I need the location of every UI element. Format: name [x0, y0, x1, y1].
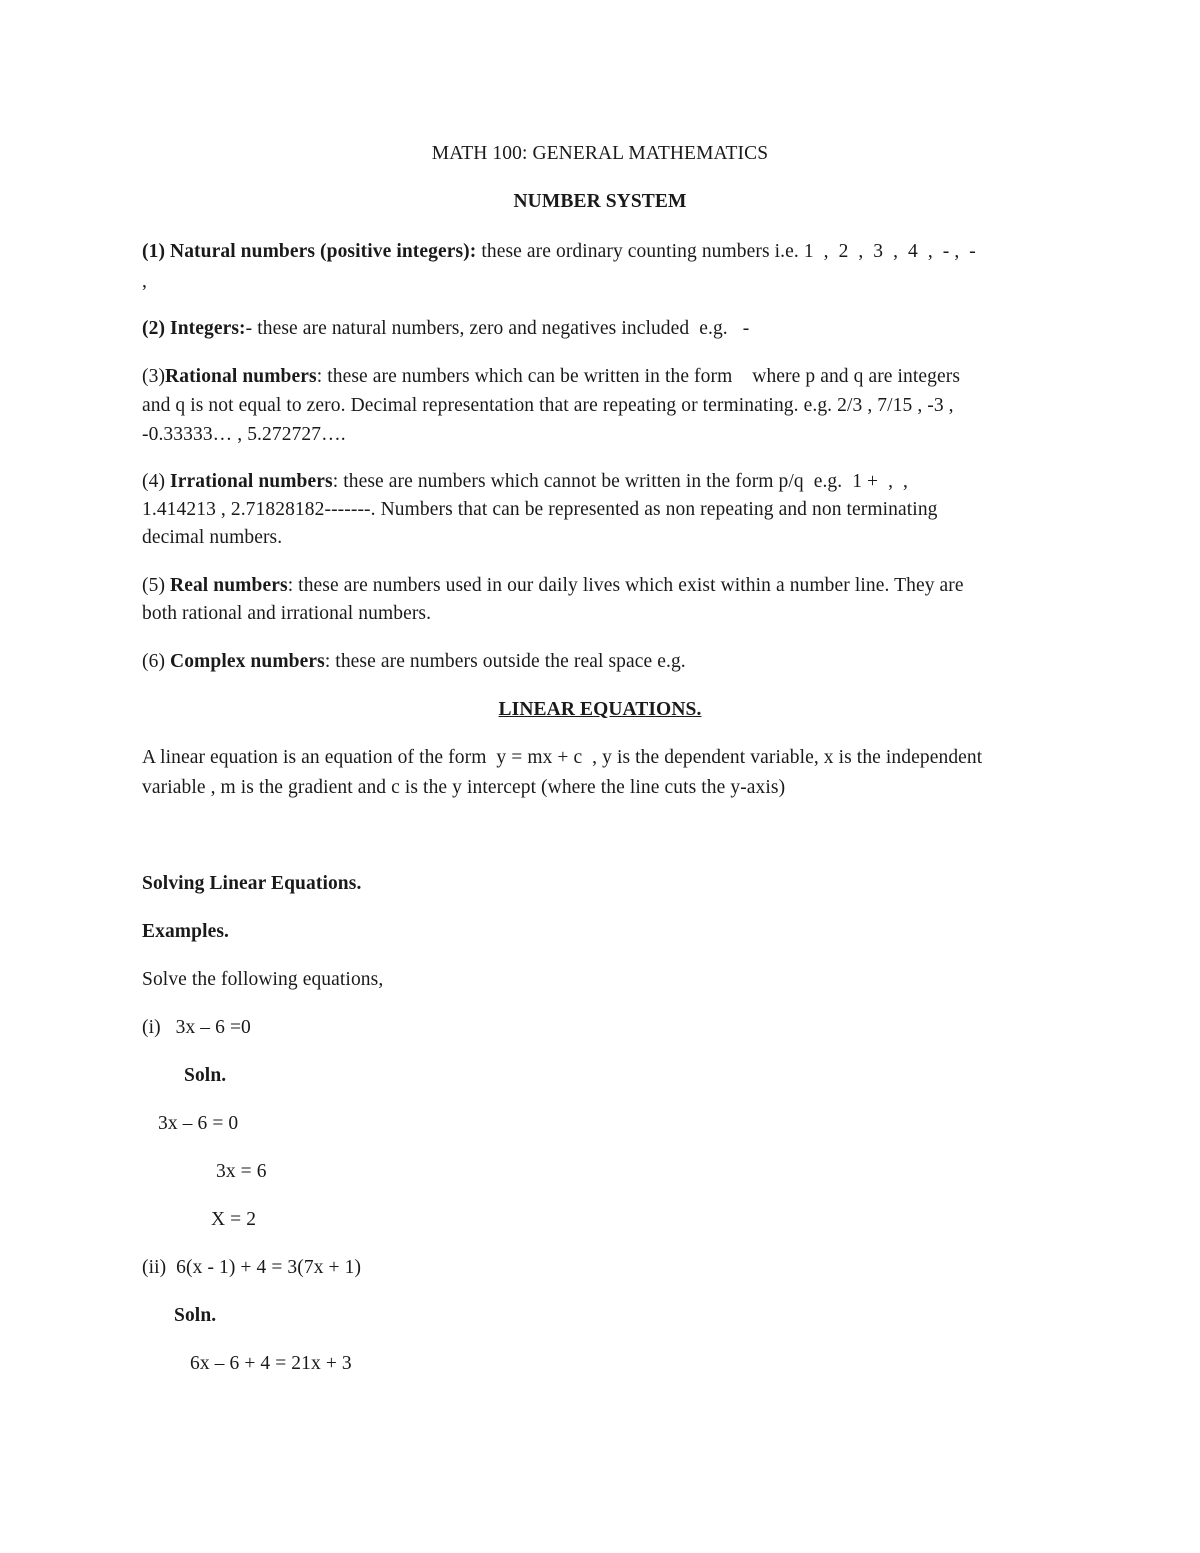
rational-text: : these are numbers which can be written in the form where p and q are integers	[316, 366, 961, 387]
integers-line	[142, 317, 749, 341]
linear-def-line-2: variable , m is the gradient and c is the y intercept (where the line cuts the y-axis)	[142, 777, 786, 798]
example-1-step-2: 3x = 6	[216, 1161, 267, 1182]
natural-numbers-cont: ,	[142, 271, 147, 292]
natural-numbers-label: (1) Natural numbers (positive integers):	[142, 241, 477, 262]
heading-linear-text: LINEAR EQUATIONS.	[498, 699, 702, 720]
example-2-equation: (ii) 6(x - 1) + 4 = 3(7x + 1)	[142, 1257, 362, 1278]
real-label: Real numbers	[170, 575, 288, 596]
irrational-line-2: 1.414213 , 2.71828182-------. Numbers that can be represented as non repeating and non terminating	[142, 499, 938, 520]
integers-label: (2) Integers:	[142, 318, 246, 339]
example-2-step-1: 6x – 6 + 4 = 21x + 3	[190, 1353, 352, 1374]
irrational-label: Irrational numbers	[170, 471, 333, 492]
natural-numbers-line	[142, 240, 976, 264]
example-1-soln-label: Soln.	[184, 1065, 227, 1086]
irrational-line-1	[142, 470, 908, 494]
rational-line-1	[142, 365, 960, 389]
example-1-step-3: X = 2	[211, 1209, 257, 1230]
irrational-prefix: (4)	[142, 471, 171, 492]
rational-prefix: (3)	[142, 366, 166, 387]
real-text: : these are numbers used in our daily lives which exist within a number line. They are	[287, 575, 964, 596]
heading-linear-equations	[0, 698, 1200, 722]
complex-prefix: (6)	[142, 651, 171, 672]
integers-text: - these are natural numbers, zero and negatives included e.g. -	[245, 318, 750, 339]
real-line-2: both rational and irrational numbers.	[142, 603, 432, 624]
complex-label: Complex numbers	[170, 651, 325, 672]
linear-def-line-1: A linear equation is an equation of the form y = mx + c , y is the dependent variable, x is the independent	[142, 747, 983, 768]
document-title: MATH 100: GENERAL MATHEMATICS	[431, 143, 769, 164]
example-1-step-1: 3x – 6 = 0	[158, 1113, 239, 1134]
rational-line-3: -0.33333… , 5.272727….	[142, 424, 346, 445]
example-2-soln-label: Soln.	[174, 1305, 217, 1326]
real-prefix: (5)	[142, 575, 171, 596]
heading-examples: Examples.	[142, 921, 230, 942]
natural-numbers-text: these are ordinary counting numbers i.e. 1 , 2 , 3 , 4 , - , -	[476, 241, 976, 262]
irrational-text: : these are numbers which cannot be written in the form p/q e.g. 1 + , ,	[332, 471, 908, 492]
irrational-line-3: decimal numbers.	[142, 527, 283, 548]
instruction-text: Solve the following equations,	[142, 969, 384, 990]
complex-line	[142, 650, 686, 674]
heading-number-system: NUMBER SYSTEM	[513, 191, 687, 212]
example-1-equation: (i) 3x – 6 =0	[142, 1017, 251, 1038]
real-line-1	[142, 574, 964, 598]
complex-text: : these are numbers outside the real space e.g.	[324, 651, 686, 672]
rational-line-2: and q is not equal to zero. Decimal representation that are repeating or terminating. e.g. 2/3 , 7/15 , -3 ,	[142, 395, 954, 416]
rational-label: Rational numbers	[165, 366, 317, 387]
heading-solving: Solving Linear Equations.	[142, 873, 362, 894]
